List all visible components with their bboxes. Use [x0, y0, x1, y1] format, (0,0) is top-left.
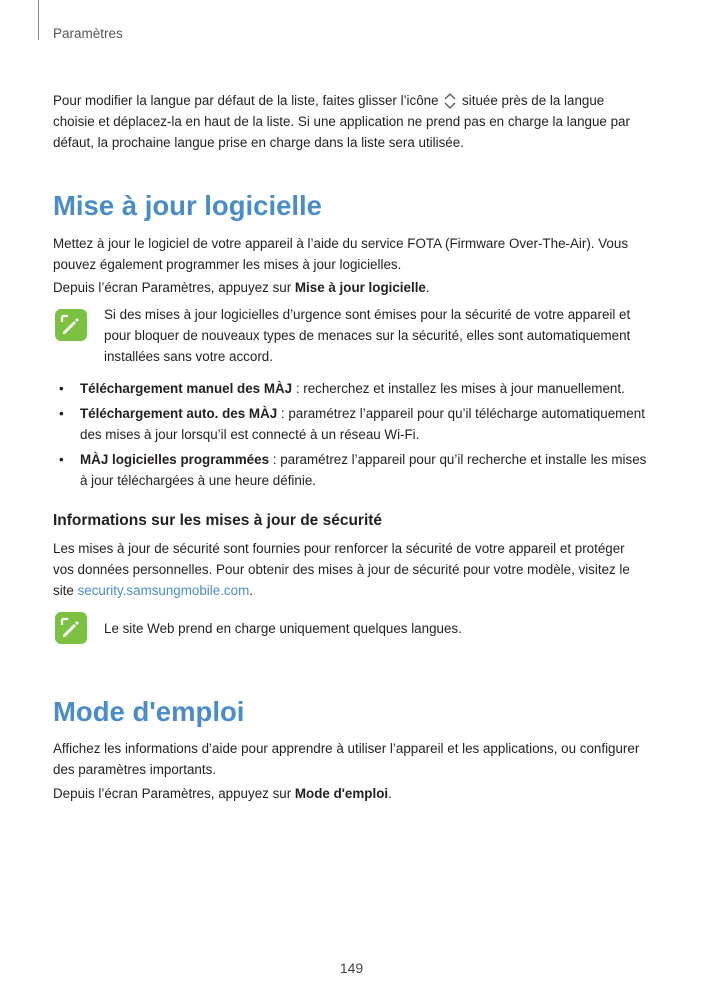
- security-desc-text: Les mises à jour de sécurité sont fournies pour renforcer la sécurité de votre appareil et protéger vos données personnelles. Pour obtenir des mises à jour de sécurité pour votre modèle, visitez le site: [53, 541, 630, 598]
- page-rule: [38, 0, 39, 40]
- option-desc: : recherchez et installez les mises à jour manuellement.: [292, 381, 625, 396]
- bullet: •: [59, 381, 64, 396]
- note-languages: Le site Web prend en charge uniquement quelques langues.: [104, 621, 462, 636]
- reorder-icon: [443, 92, 457, 110]
- instruction-end: .: [388, 786, 392, 801]
- instruction-end: .: [425, 280, 430, 295]
- note-emergency-updates: Si des mises à jour logicielles d’urgence sont émises pour la sécurité de votre appareil et pour bloquer de nouveaux types de menaces sur la sécurité, elles sont automatiquement installées sans votre accord.: [104, 307, 631, 364]
- intro-paragraph: [53, 90, 648, 153]
- menu-item-software-update: Mise à jour logicielle: [294, 280, 426, 295]
- user-manual-instruction: [53, 783, 648, 804]
- security-link[interactable]: security.samsungmobile.com: [77, 583, 250, 598]
- intro-text-1: Pour modifier la langue par défaut de la liste, faites glisser l’icône: [53, 93, 439, 108]
- section-title-software-update: Mise à jour logicielle: [53, 190, 322, 221]
- list-item: [53, 449, 648, 491]
- list-item: [53, 403, 648, 445]
- option-label: Téléchargement manuel des MÀJ: [80, 381, 293, 396]
- section-title-user-manual: Mode d'emploi: [53, 696, 245, 727]
- user-manual-desc: Affichez les informations d’aide pour apprendre à utiliser l’appareil et les applications, ou configurer des paramètres importants.: [53, 741, 640, 777]
- bullet: •: [59, 452, 64, 467]
- running-header: Paramètres: [53, 26, 123, 41]
- page-number: 149: [339, 960, 364, 976]
- bullet: •: [59, 406, 64, 421]
- option-desc: : paramétrez l’appareil pour qu’il recherche et installe les mises à jour téléchargées à une heure définie.: [80, 452, 647, 488]
- note-icon: [54, 611, 88, 645]
- list-item: [53, 378, 648, 399]
- option-label: Téléchargement auto. des MÀJ: [80, 406, 278, 421]
- software-update-instruction: [53, 277, 648, 298]
- security-desc-end: .: [249, 583, 253, 598]
- subsection-title-security-info: Informations sur les mises à jour de sécurité: [53, 512, 383, 529]
- menu-item-user-manual: Mode d'emploi: [294, 786, 389, 801]
- instruction-text: Depuis l’écran Paramètres, appuyez sur: [53, 280, 295, 295]
- instruction-text: Depuis l’écran Paramètres, appuyez sur: [53, 786, 295, 801]
- software-update-desc: Mettez à jour le logiciel de votre appareil à l’aide du service FOTA (Firmware Over-The-Air). Vous pouvez également programmer les mises à jour logicielles.: [53, 236, 629, 272]
- note-icon: [54, 308, 88, 342]
- option-desc: : paramétrez l’appareil pour qu’il télécharge automatiquement des mises à jour lorsqu’il est connecté à un réseau Wi-Fi.: [80, 406, 645, 442]
- update-options-list: [53, 378, 648, 495]
- option-label: MÀJ logicielles programmées: [80, 452, 270, 467]
- intro-text-2: située près de la langue choisie et déplacez-la en haut de la liste. Si une application ne prend pas en charge la langue par défaut, la prochaine langue prise en charge dans la liste sera utilisée.: [53, 93, 630, 150]
- security-info-desc: [53, 538, 648, 601]
